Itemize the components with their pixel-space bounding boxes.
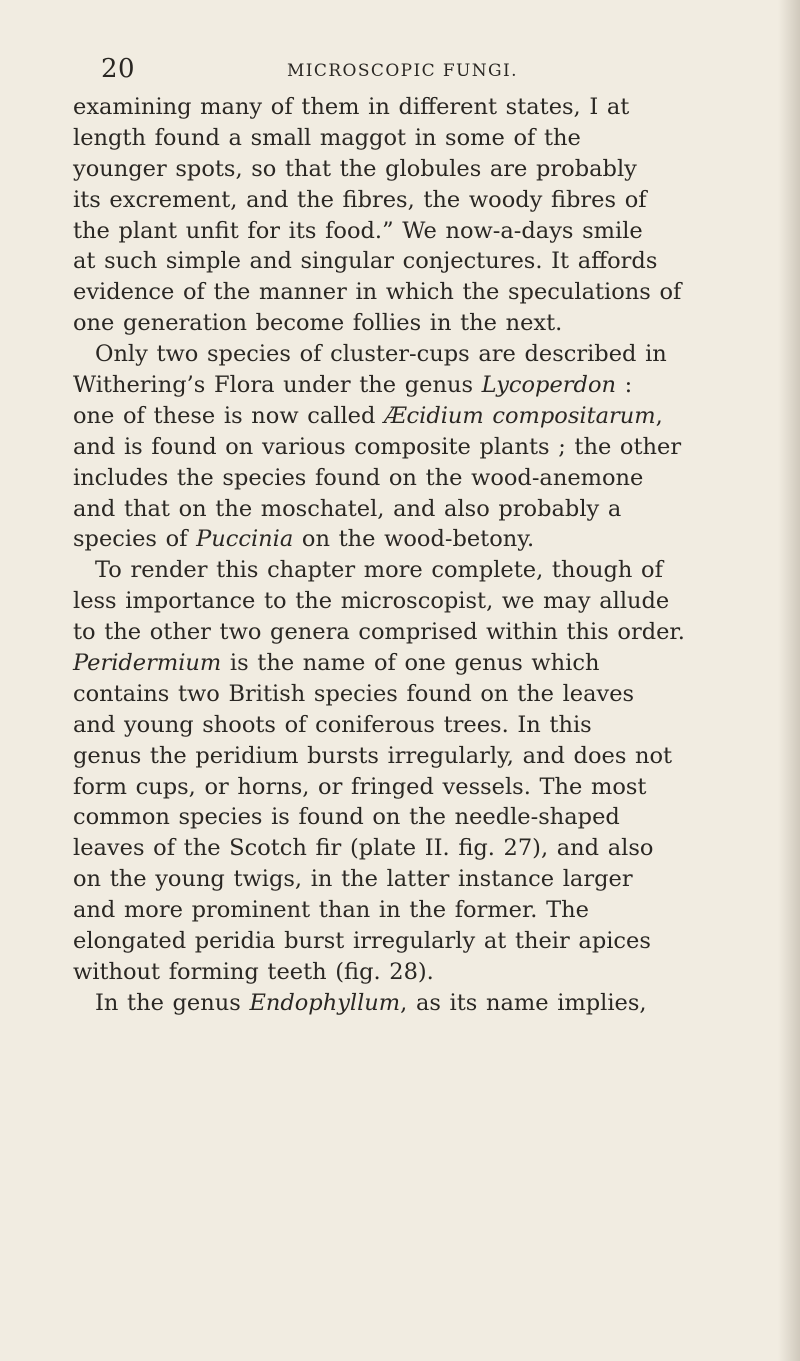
text-line: species of Puccinia on the wood-betony. — [73, 526, 535, 553]
text-line: to the other two genera comprised within this order. — [73, 619, 685, 646]
text-line: evidence of the manner in which the speculations of — [73, 279, 682, 306]
text-line: length found a small maggot in some of the — [73, 124, 581, 151]
text-line: leaves of the Scotch fir (plate II. fig. 27), and also — [73, 835, 654, 862]
genus-name: Puccinia — [196, 526, 294, 553]
genus-name: Lycoperdon — [481, 372, 616, 399]
text-line: younger spots, so that the globules are probably — [73, 155, 637, 182]
text-line: Peridermium is the name of one genus which — [73, 650, 600, 677]
text-line: and that on the moschatel, and also probably a — [73, 495, 622, 522]
text-line: its excrement, and the fibres, the woody fibres of — [73, 186, 647, 213]
text-line: and is found on various composite plants ; the other — [73, 433, 682, 460]
genus-name: Peridermium — [73, 650, 222, 677]
text-line: includes the species found on the wood-anemone — [73, 464, 644, 491]
page-number: 20 — [101, 54, 136, 84]
text-line: on the young twigs, in the latter instance larger — [73, 866, 633, 893]
page-header — [101, 54, 761, 90]
body-text — [73, 92, 789, 1019]
running-head: MICROSCOPIC FUNGI. — [287, 61, 518, 81]
text-line: form cups, or horns, or fringed vessels. The most — [73, 773, 647, 800]
text-line: examining many of them in different states, I at — [73, 94, 630, 120]
genus-name: Endophyllum — [249, 989, 401, 1016]
text-line: genus the peridium bursts irregularly, and does not — [73, 742, 673, 769]
text-line: common species is found on the needle-shaped — [73, 804, 620, 831]
text-line: less importance to the microscopist, we may allude — [73, 588, 670, 615]
text-line: Withering’s Flora under the genus Lycoperdon : — [73, 372, 633, 399]
text-line: elongated peridia burst irregularly at their apices — [73, 928, 651, 955]
text-line: and more prominent than in the former. The — [73, 897, 589, 924]
text-line: and young shoots of coniferous trees. In this — [73, 711, 592, 738]
paragraph-start-line: To render this chapter more complete, though of — [95, 557, 663, 584]
text-line: the plant unfit for its food.” We now-a-days smile — [73, 217, 643, 244]
text-line: at such simple and singular conjectures. It affords — [73, 248, 658, 275]
text-line: without forming teeth (fig. 28). — [73, 958, 434, 985]
species-name: Æcidium compositarum — [384, 402, 656, 429]
paragraph-start-line: In the genus Endophyllum, as its name implies, — [95, 989, 647, 1016]
paragraph-start-line: Only two species of cluster-cups are described in — [95, 341, 667, 368]
text-line: contains two British species found on the leaves — [73, 680, 635, 707]
text-line: one of these is now called Æcidium compositarum, — [73, 402, 663, 429]
text-line: one generation become follies in the next. — [73, 310, 563, 337]
